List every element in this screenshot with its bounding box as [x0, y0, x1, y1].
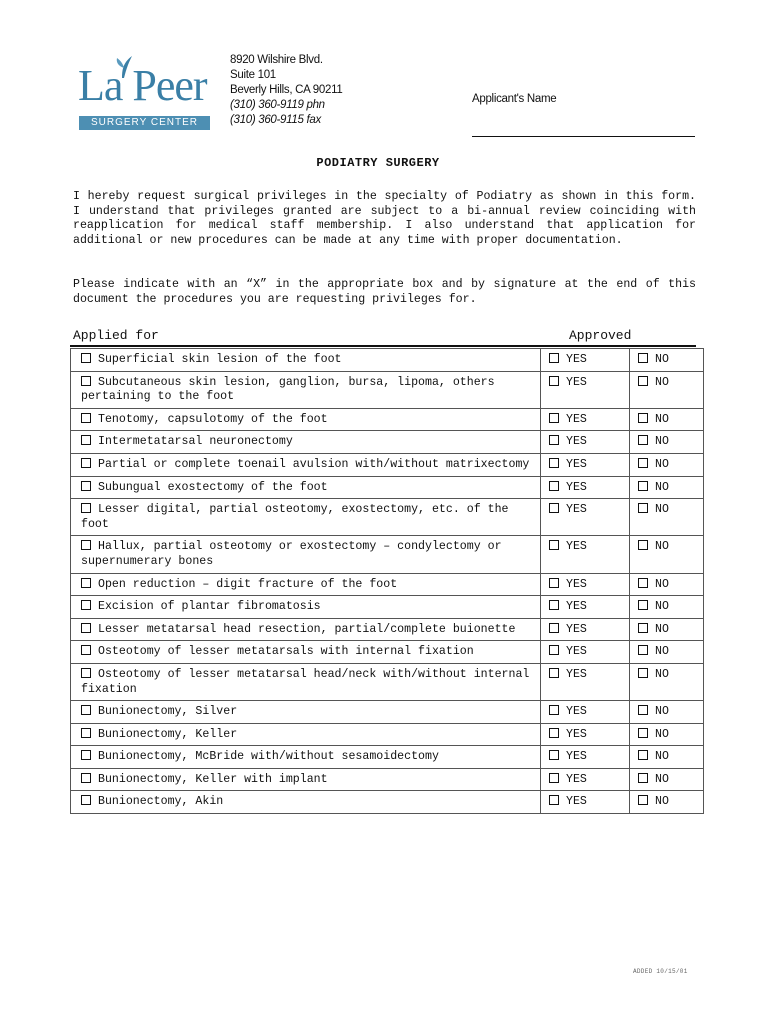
procedure-cell [71, 701, 541, 724]
no-checkbox[interactable] [638, 458, 648, 468]
footer-note: ADDED 10/15/01 [633, 968, 688, 975]
yes-checkbox[interactable] [549, 435, 559, 445]
procedure-label: Hallux, partial osteotomy or exostectomy – condylectomy or supernumerary bones [81, 540, 502, 568]
applied-checkbox[interactable] [81, 376, 91, 386]
no-label: NO [655, 772, 669, 786]
yes-checkbox[interactable] [549, 458, 559, 468]
logo-subtitle: SURGERY CENTER [79, 116, 210, 130]
header-rule [70, 345, 696, 347]
no-label: NO [655, 353, 669, 366]
yes-checkbox[interactable] [549, 481, 559, 491]
no-checkbox[interactable] [638, 376, 648, 386]
applicant-name-label: Applicant's Name [472, 93, 557, 105]
yes-cell [541, 701, 630, 724]
applied-checkbox[interactable] [81, 540, 91, 550]
yes-cell [541, 618, 630, 641]
procedure-row [71, 596, 704, 619]
yes-checkbox[interactable] [549, 728, 559, 738]
procedure-row [71, 453, 704, 476]
no-label: NO [655, 600, 669, 614]
yes-label: YES [566, 540, 587, 554]
fax-number: (310) 360-9115 fax [230, 114, 321, 126]
procedure-row [71, 791, 704, 814]
procedure-label: Excision of plantar fibromatosis [98, 600, 321, 614]
procedure-cell [71, 746, 541, 769]
yes-label: YES [566, 750, 587, 764]
yes-label: YES [566, 600, 587, 614]
yes-checkbox[interactable] [549, 503, 559, 513]
applied-checkbox[interactable] [81, 413, 91, 423]
yes-label: YES [566, 503, 587, 517]
no-checkbox[interactable] [638, 705, 648, 715]
no-label: NO [655, 540, 669, 554]
yes-cell [541, 663, 630, 700]
procedures-table [70, 348, 704, 814]
procedure-label: Subungual exostectomy of the foot [98, 480, 328, 494]
applied-for-header: Applied for [73, 328, 159, 343]
applied-checkbox[interactable] [81, 773, 91, 783]
applied-checkbox[interactable] [81, 668, 91, 678]
no-cell [630, 641, 704, 664]
no-cell [630, 618, 704, 641]
procedure-row [71, 476, 704, 499]
procedure-label: Osteotomy of lesser metatarsal head/neck with/without internal fixation [81, 667, 530, 696]
no-checkbox[interactable] [638, 645, 648, 655]
yes-checkbox[interactable] [549, 540, 559, 550]
procedure-row [71, 723, 704, 746]
procedure-row [71, 618, 704, 641]
procedure-label: Bunionectomy, Keller with implant [98, 772, 328, 786]
procedure-cell [71, 596, 541, 619]
no-checkbox[interactable] [638, 773, 648, 783]
procedure-label: Bunionectomy, Keller [98, 727, 238, 741]
no-label: NO [655, 412, 669, 426]
procedure-cell [71, 499, 541, 536]
yes-checkbox[interactable] [549, 773, 559, 783]
address-street: 8920 Wilshire Blvd. [230, 54, 323, 66]
procedure-row [71, 349, 704, 372]
yes-cell [541, 791, 630, 814]
procedure-row [71, 768, 704, 791]
procedure-row [71, 408, 704, 431]
yes-cell [541, 723, 630, 746]
no-cell [630, 536, 704, 573]
no-cell [630, 408, 704, 431]
applied-checkbox[interactable] [81, 435, 91, 445]
yes-checkbox[interactable] [549, 376, 559, 386]
procedure-label: Osteotomy of lesser metatarsals with internal fixation [98, 645, 474, 659]
yes-checkbox[interactable] [549, 353, 559, 363]
procedure-row [71, 746, 704, 769]
procedure-row [71, 701, 704, 724]
no-label: NO [655, 375, 669, 389]
yes-label: YES [566, 705, 587, 719]
no-checkbox[interactable] [638, 795, 648, 805]
yes-cell [541, 476, 630, 499]
no-cell [630, 768, 704, 791]
no-label: NO [655, 750, 669, 764]
la-peer-logo [78, 54, 214, 130]
no-cell [630, 723, 704, 746]
procedure-row [71, 371, 704, 408]
address-block [230, 53, 342, 128]
procedure-cell [71, 573, 541, 596]
no-checkbox[interactable] [638, 540, 648, 550]
page-title: PODIATRY SURGERY [316, 156, 440, 170]
no-checkbox[interactable] [638, 600, 648, 610]
yes-label: YES [566, 772, 587, 786]
no-cell [630, 431, 704, 454]
no-cell [630, 499, 704, 536]
no-label: NO [655, 667, 669, 681]
no-checkbox[interactable] [638, 623, 648, 633]
procedure-cell [71, 663, 541, 700]
procedure-label: Bunionectomy, Silver [98, 705, 238, 719]
yes-checkbox[interactable] [549, 578, 559, 588]
procedure-label: Intermetatarsal neuronectomy [98, 435, 293, 449]
yes-label: YES [566, 480, 587, 494]
procedure-cell [71, 536, 541, 573]
yes-cell [541, 768, 630, 791]
no-checkbox[interactable] [638, 578, 648, 588]
yes-cell [541, 453, 630, 476]
yes-label: YES [566, 727, 587, 741]
no-label: NO [655, 480, 669, 494]
no-cell [630, 663, 704, 700]
logo-wordmark: La Peer [78, 61, 207, 110]
procedure-label: Partial or complete toenail avulsion with/without matrixectomy [98, 457, 530, 471]
yes-checkbox[interactable] [549, 600, 559, 610]
no-checkbox[interactable] [638, 481, 648, 491]
no-label: NO [655, 577, 669, 591]
approved-header: Approved [569, 328, 632, 343]
yes-label: YES [566, 645, 587, 659]
no-cell [630, 349, 704, 372]
procedure-label: Subcutaneous skin lesion, ganglion, bursa, lipoma, others pertaining to the foot [81, 375, 495, 404]
procedure-cell [71, 431, 541, 454]
yes-label: YES [566, 457, 587, 471]
procedure-cell [71, 723, 541, 746]
procedure-row [71, 499, 704, 536]
instructions-paragraph: Please indicate with an “X” in the appropriate box and by signature at the end of this document the procedures you are requesting privileges for. [73, 278, 696, 306]
applied-checkbox[interactable] [81, 481, 91, 491]
procedure-cell [71, 618, 541, 641]
no-cell [630, 371, 704, 408]
yes-cell [541, 408, 630, 431]
applied-checkbox[interactable] [81, 503, 91, 513]
procedure-row [71, 573, 704, 596]
no-label: NO [655, 705, 669, 719]
procedure-cell [71, 408, 541, 431]
procedure-row [71, 663, 704, 700]
applicant-name-field[interactable] [472, 136, 695, 137]
no-label: NO [655, 503, 669, 517]
no-checkbox[interactable] [638, 413, 648, 423]
procedure-label: Lesser metatarsal head resection, partial/complete buionette [98, 622, 516, 636]
applied-checkbox[interactable] [81, 623, 91, 633]
yes-label: YES [566, 622, 587, 636]
procedure-cell [71, 791, 541, 814]
yes-checkbox[interactable] [549, 705, 559, 715]
yes-checkbox[interactable] [549, 413, 559, 423]
yes-label: YES [566, 577, 587, 591]
no-label: NO [655, 645, 669, 659]
applied-checkbox[interactable] [81, 750, 91, 760]
no-checkbox[interactable] [638, 353, 648, 363]
procedure-cell [71, 476, 541, 499]
no-cell [630, 701, 704, 724]
yes-checkbox[interactable] [549, 750, 559, 760]
yes-label: YES [566, 375, 587, 389]
no-cell [630, 596, 704, 619]
yes-checkbox[interactable] [549, 668, 559, 678]
procedure-row [71, 536, 704, 573]
procedure-cell [71, 641, 541, 664]
applied-checkbox[interactable] [81, 600, 91, 610]
yes-label: YES [566, 667, 587, 681]
yes-cell [541, 349, 630, 372]
yes-cell [541, 641, 630, 664]
no-cell [630, 573, 704, 596]
no-label: NO [655, 727, 669, 741]
yes-cell [541, 499, 630, 536]
yes-cell [541, 596, 630, 619]
yes-cell [541, 371, 630, 408]
procedure-label: Open reduction – digit fracture of the foot [98, 577, 398, 591]
phone-number: (310) 360-9119 phn [230, 99, 325, 111]
yes-label: YES [566, 412, 587, 426]
no-cell [630, 476, 704, 499]
no-checkbox[interactable] [638, 435, 648, 445]
no-label: NO [655, 457, 669, 471]
yes-cell [541, 431, 630, 454]
intro-paragraph: I hereby request surgical privileges in the specialty of Podiatry as shown in this form. I understand that privileges granted are subject to a bi-annual review coinciding with reapplication for medical staff membership. I also understand that application for additional or new procedures can be made at any time with proper documentation. [73, 190, 696, 247]
procedure-label: Tenotomy, capsulotomy of the foot [98, 412, 328, 426]
address-city: Beverly Hills, CA 90211 [230, 84, 343, 96]
no-label: NO [655, 435, 669, 449]
applied-checkbox[interactable] [81, 458, 91, 468]
applied-checkbox[interactable] [81, 353, 91, 363]
yes-cell [541, 573, 630, 596]
applied-checkbox[interactable] [81, 645, 91, 655]
procedure-cell [71, 371, 541, 408]
yes-cell [541, 536, 630, 573]
procedure-label: Lesser digital, partial osteotomy, exostectomy, etc. of the foot [81, 503, 509, 531]
no-cell [630, 453, 704, 476]
no-cell [630, 791, 704, 814]
procedure-cell [71, 349, 541, 372]
procedure-cell [71, 768, 541, 791]
applied-checkbox[interactable] [81, 705, 91, 715]
yes-checkbox[interactable] [549, 795, 559, 805]
no-checkbox[interactable] [638, 503, 648, 513]
yes-checkbox[interactable] [549, 623, 559, 633]
procedure-cell [71, 453, 541, 476]
yes-cell [541, 746, 630, 769]
applied-checkbox[interactable] [81, 578, 91, 588]
no-cell [630, 746, 704, 769]
yes-label: YES [566, 435, 587, 449]
procedure-row [71, 431, 704, 454]
no-label: NO [655, 622, 669, 636]
yes-checkbox[interactable] [549, 645, 559, 655]
no-checkbox[interactable] [638, 728, 648, 738]
procedure-label: Bunionectomy, Akin [98, 795, 224, 809]
yes-label: YES [566, 795, 587, 809]
no-checkbox[interactable] [638, 668, 648, 678]
no-checkbox[interactable] [638, 750, 648, 760]
yes-label: YES [566, 353, 587, 366]
address-suite: Suite 101 [230, 69, 276, 81]
procedure-label: Bunionectomy, McBride with/without sesamoidectomy [98, 750, 439, 764]
applied-checkbox[interactable] [81, 728, 91, 738]
no-label: NO [655, 795, 669, 809]
procedure-row [71, 641, 704, 664]
procedure-label: Superficial skin lesion of the foot [98, 353, 342, 366]
applied-checkbox[interactable] [81, 795, 91, 805]
